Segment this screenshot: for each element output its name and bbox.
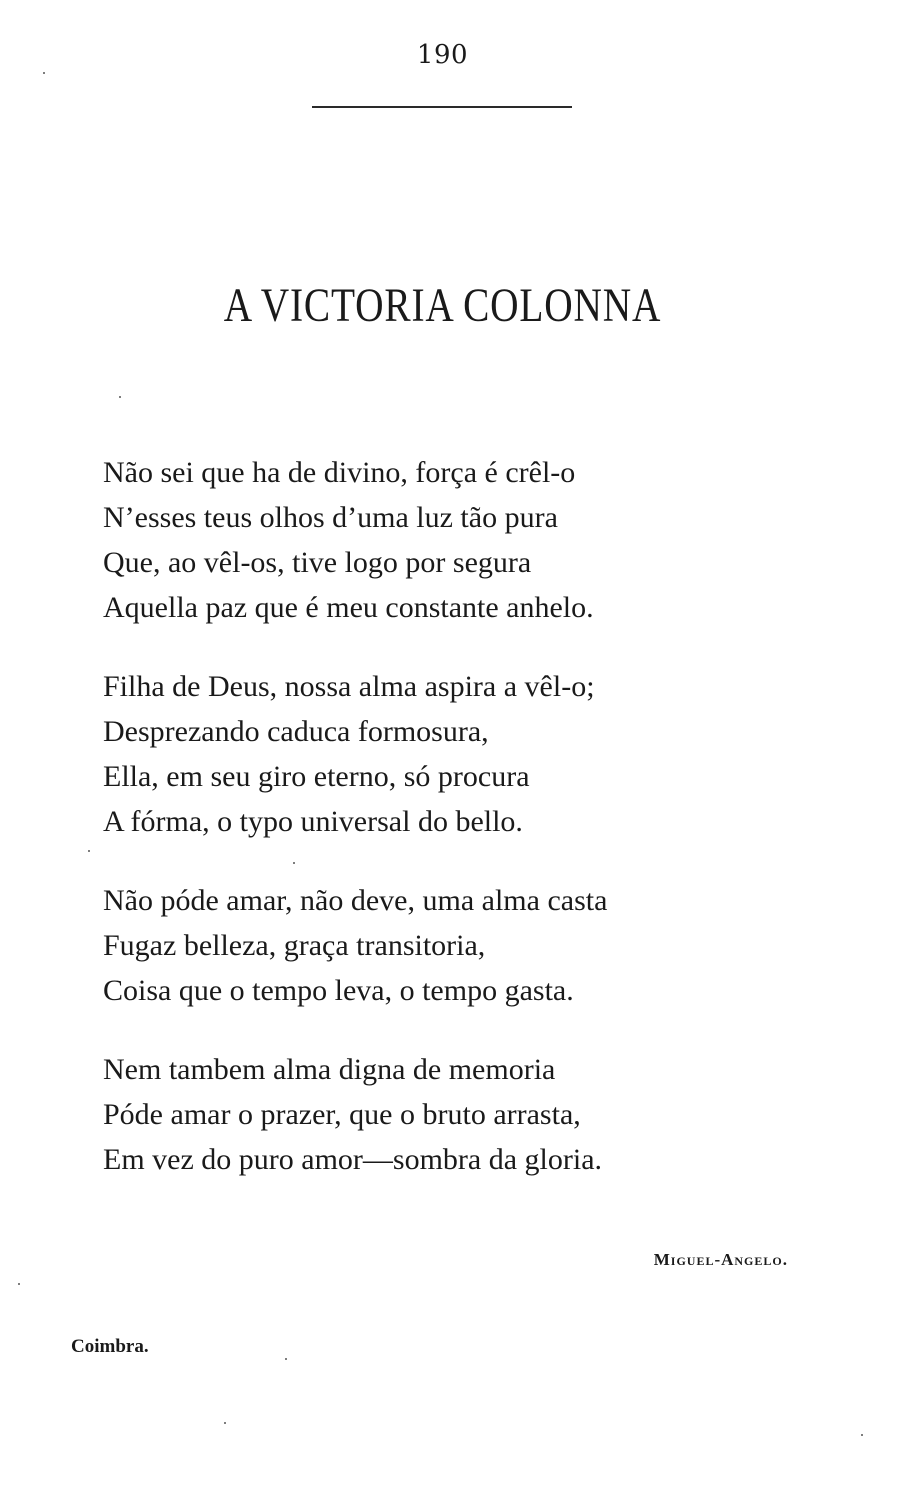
stanza-4 xyxy=(103,1047,803,1182)
verse-line: Nem tambem alma digna de memoria xyxy=(103,1053,556,1086)
verse-line: Fugaz belleza, graça transitoria, xyxy=(103,929,486,962)
stanza-1 xyxy=(103,450,803,630)
scan-speck xyxy=(293,862,295,864)
page-number: 190 xyxy=(416,40,469,70)
author-signature: Miguel-Angelo. xyxy=(653,1250,788,1269)
verse-line: Ella, em seu giro eterno, só procura xyxy=(103,760,530,793)
verse-line: Não póde amar, não deve, uma alma casta xyxy=(103,884,608,917)
scan-speck xyxy=(224,1422,226,1424)
header-rule xyxy=(312,106,572,108)
scan-speck xyxy=(119,396,121,398)
poem-title: A VICTORIA COLONNA xyxy=(223,279,662,332)
poem-body xyxy=(103,450,803,1216)
scan-speck xyxy=(43,72,45,74)
place-name: Coimbra. xyxy=(71,1336,149,1357)
verse-line: Filha de Deus, nossa alma aspira a vêl-o; xyxy=(103,670,595,703)
verse-line: Aquella paz que é meu constante anhelo. xyxy=(103,591,594,624)
verse-line: Em vez do puro amor—sombra da gloria. xyxy=(103,1143,603,1176)
verse-line: Não sei que ha de divino, força é crêl-o xyxy=(103,456,576,489)
verse-line: Desprezando caduca formosura, xyxy=(103,715,489,748)
verse-line: Póde amar o prazer, que o bruto arrasta, xyxy=(103,1098,581,1131)
scan-speck xyxy=(88,850,90,852)
verse-line: N’esses teus olhos d’uma luz tão pura xyxy=(103,501,558,534)
verse-line: Coisa que o tempo leva, o tempo gasta. xyxy=(103,974,574,1007)
stanza-3 xyxy=(103,878,803,1013)
scan-speck xyxy=(285,1358,287,1360)
scan-speck xyxy=(861,1434,863,1436)
scan-speck xyxy=(18,1283,20,1285)
stanza-2 xyxy=(103,664,803,844)
verse-line: Que, ao vêl-os, tive logo por segura xyxy=(103,546,532,579)
verse-line: A fórma, o typo universal do bello. xyxy=(103,805,523,838)
